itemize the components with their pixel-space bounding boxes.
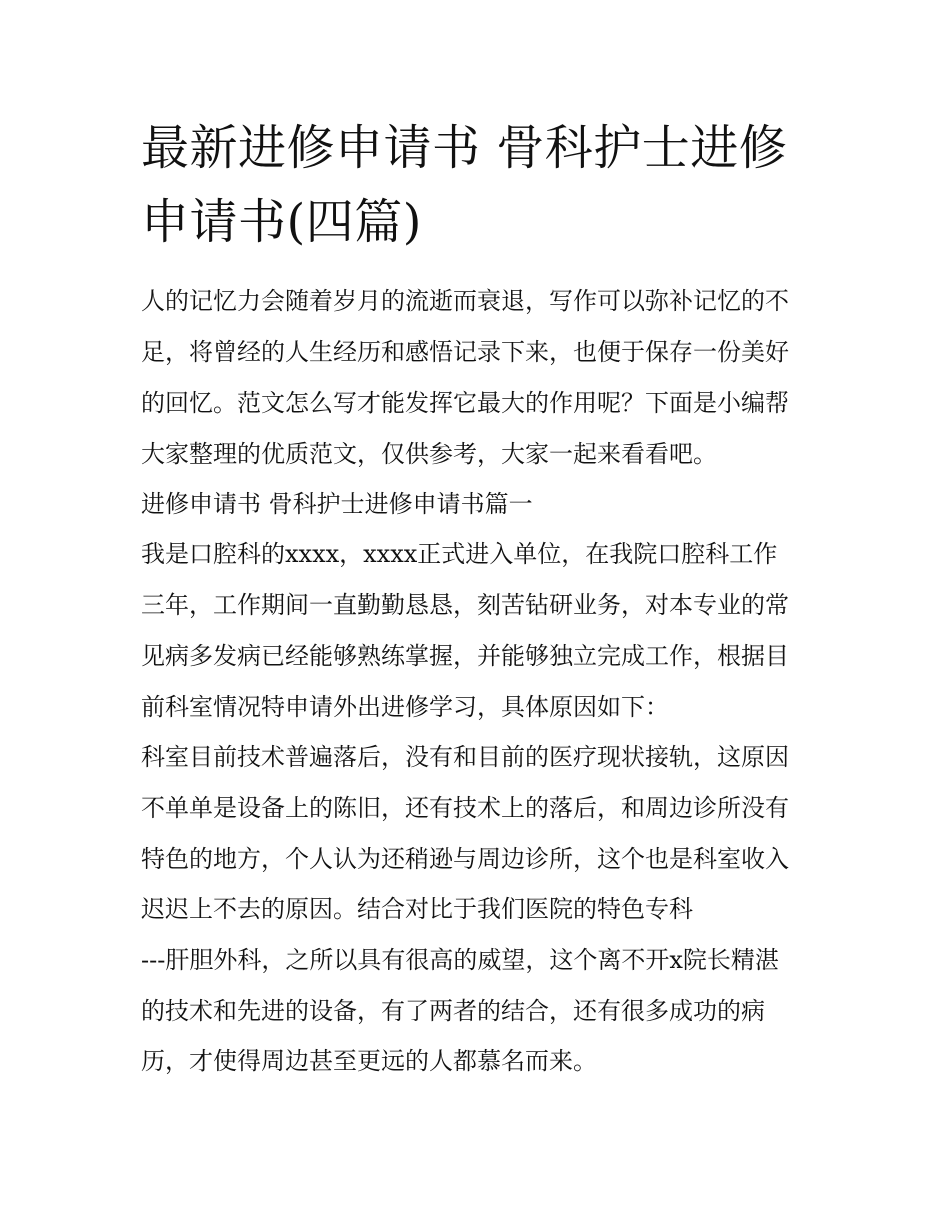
intro-line-2: 足，将曾经的人生经历和感悟记录下来，也便于保存一份美好 [141, 338, 789, 366]
body-line-6: 不单单是设备上的陈旧，还有技术上的落后，和周边诊所没有 [141, 794, 789, 822]
title-line-1: 最新进修申请书 骨科护士进修 [141, 120, 788, 176]
section-heading: 进修申请书 骨科护士进修申请书篇一 [141, 490, 533, 518]
body-line-4: 前科室情况特申请外出进修学习，具体原因如下： [141, 693, 669, 721]
body-line-1: 我是口腔科的xxxx，xxxx正式进入单位，在我院口腔科工作 [141, 540, 778, 568]
body-line-2: 三年，工作期间一直勤勤恳恳，刻苦钻研业务，对本专业的常 [141, 591, 789, 619]
body-line-3: 见病多发病已经能够熟练掌握，并能够独立完成工作，根据目 [141, 642, 789, 670]
document-title [141, 111, 831, 259]
intro-line-1: 人的记忆力会随着岁月的流逝而衰退，写作可以弥补记忆的不 [141, 287, 789, 315]
title-line-2: 申请书(四篇) [141, 194, 422, 250]
body-line-7: 特色的地方，个人认为还稍逊与周边诊所，这个也是科室收入 [141, 845, 789, 873]
body-line-11: 历，才使得周边甚至更远的人都慕名而来。 [141, 1047, 597, 1075]
body-line-8: 迟迟上不去的原因。结合对比于我们医院的特色专科 [141, 895, 693, 923]
intro-line-4: 大家整理的优质范文，仅供参考，大家一起来看看吧。 [141, 440, 717, 468]
body-line-9: ---肝胆外科，之所以具有很高的威望，这个离不开x院长精湛 [141, 946, 779, 974]
body-line-5: 科室目前技术普遍落后，没有和目前的医疗现状接轨，这原因 [141, 743, 789, 771]
intro-line-3: 的回忆。范文怎么写才能发挥它最大的作用呢？下面是小编帮 [141, 389, 789, 417]
body-line-10: 的技术和先进的设备，有了两者的结合，还有很多成功的病 [141, 997, 765, 1025]
